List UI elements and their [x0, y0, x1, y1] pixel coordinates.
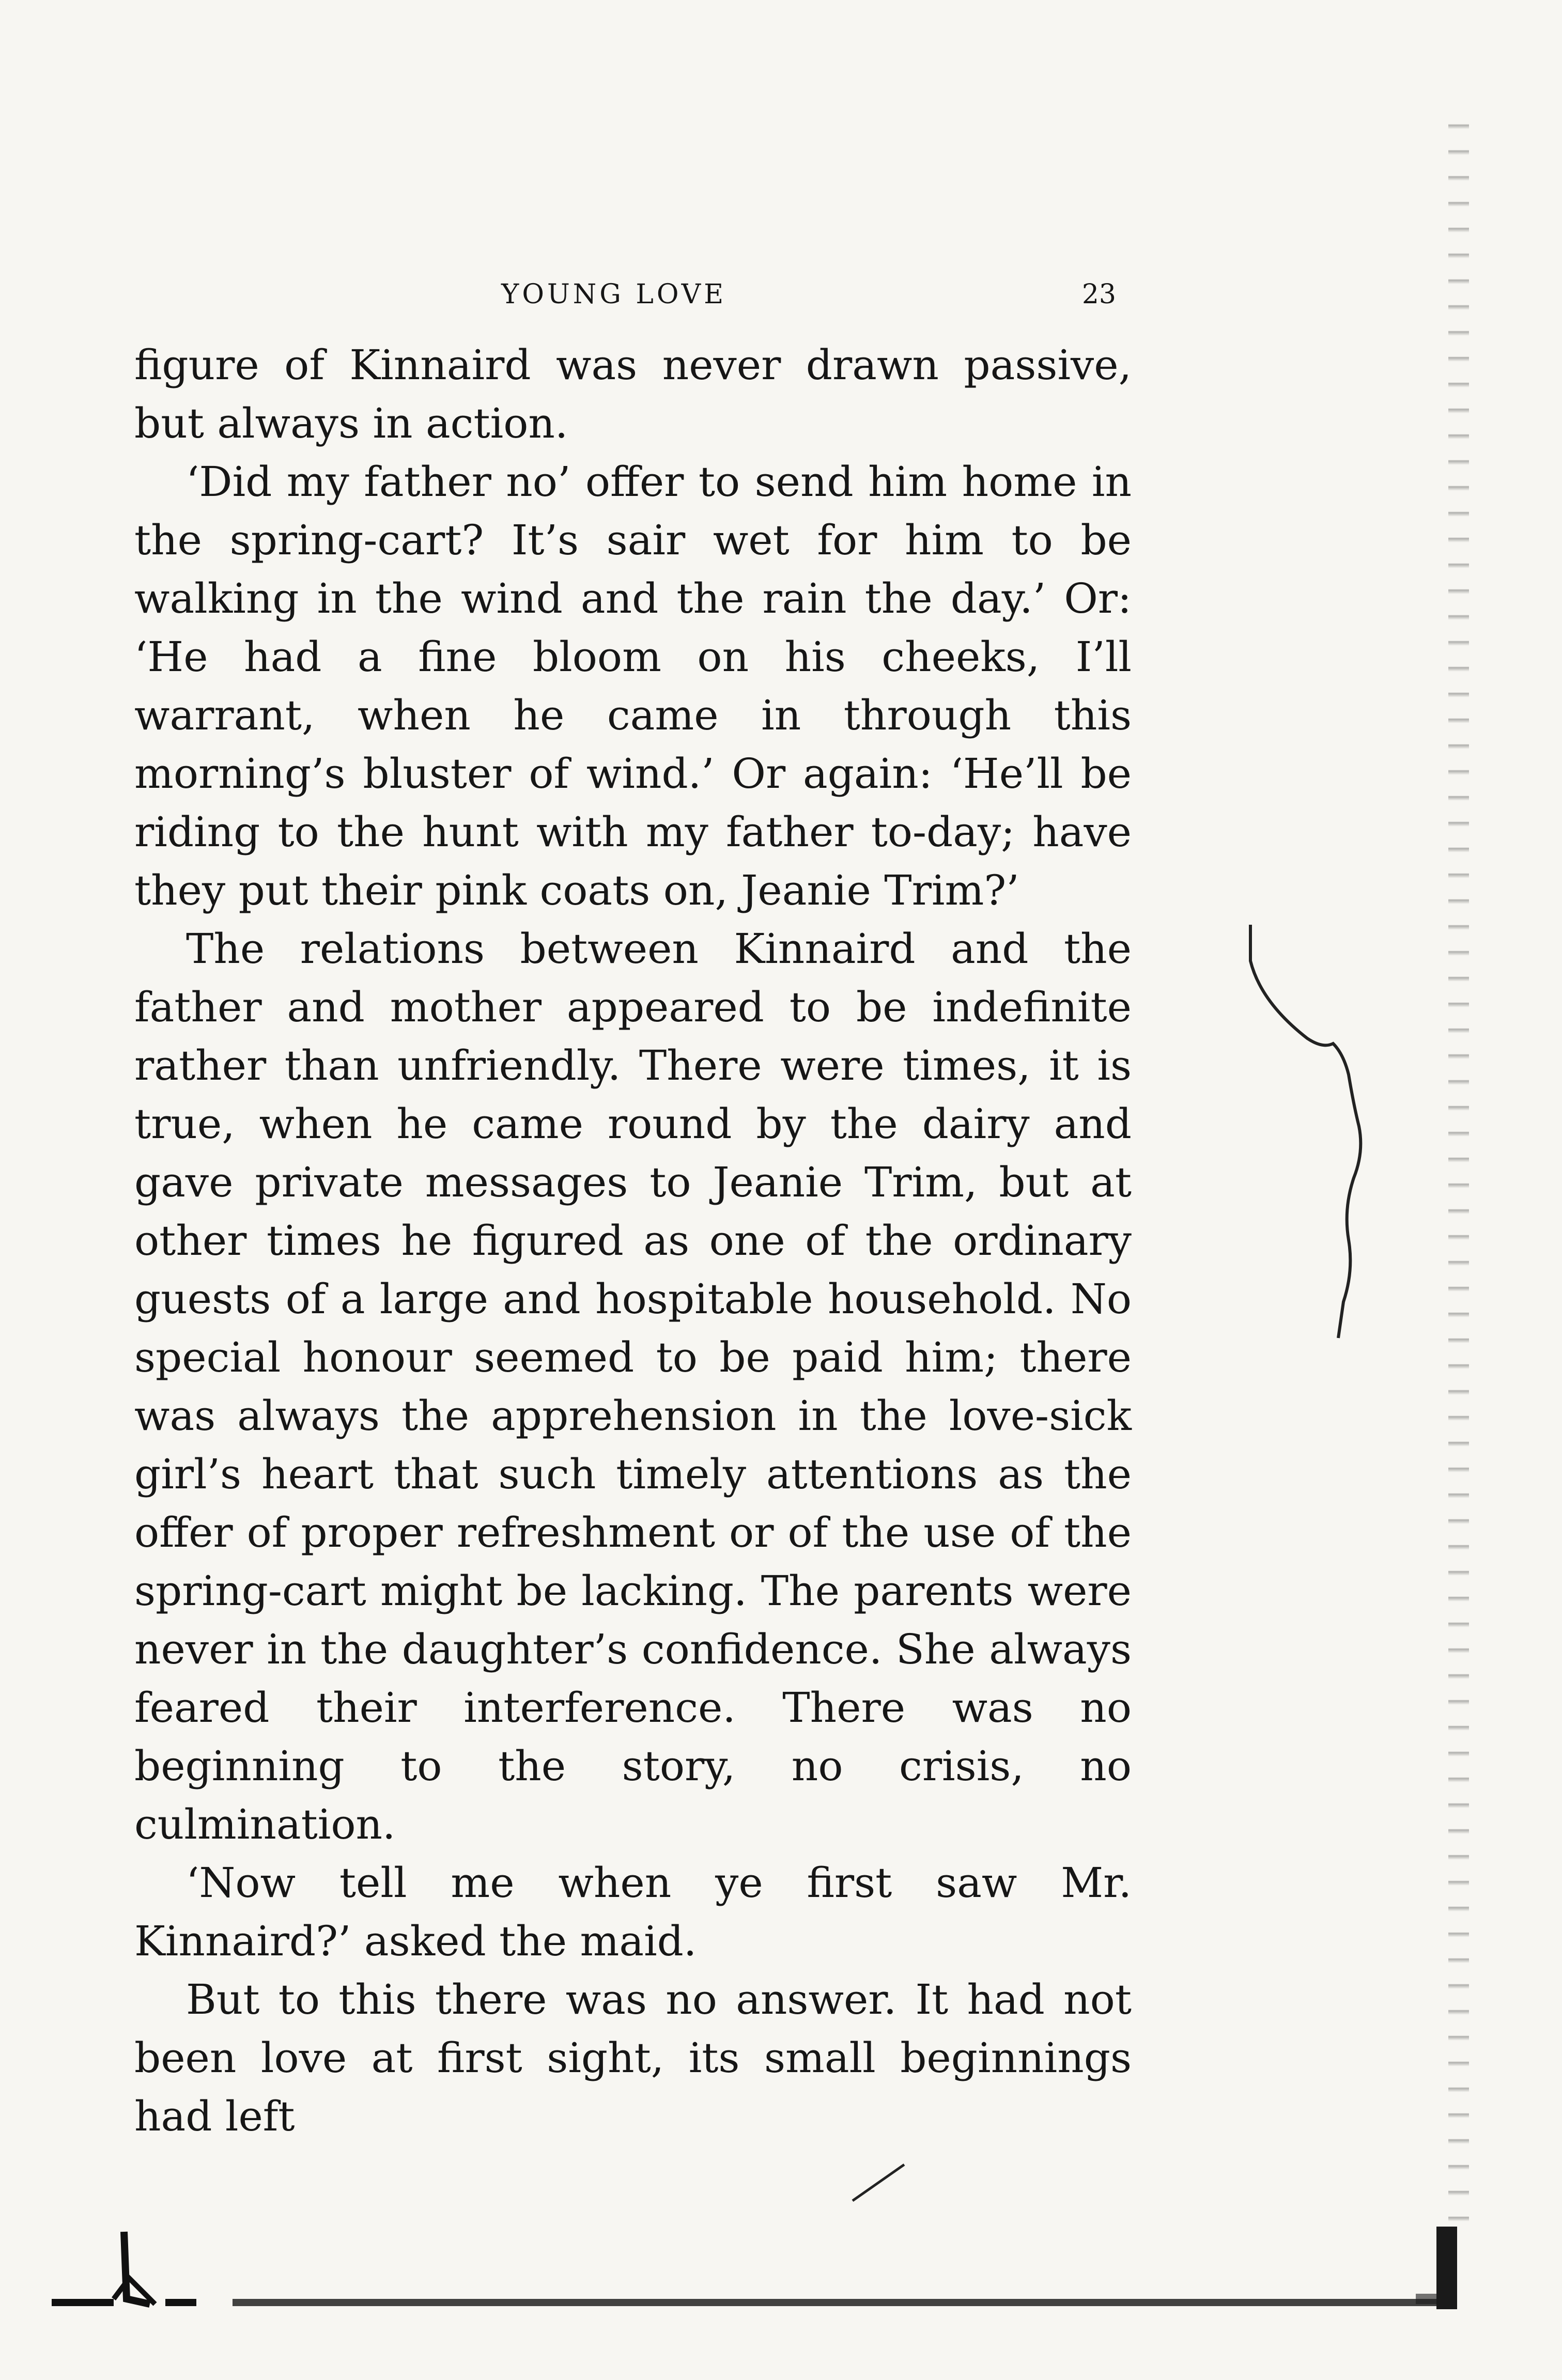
running-header: [134, 279, 1116, 320]
paragraph-4: ‘Now tell me when ye first saw Mr. Kinnaird?’ asked the maid.: [134, 1859, 1132, 1965]
running-title: YOUNG LOVE: [501, 279, 727, 310]
margin-squiggle: [1230, 920, 1395, 1343]
bottom-left-scan-mark: [52, 2221, 207, 2309]
scan-mark: [847, 2159, 909, 2206]
paragraph-5: But to this there was no answer. It had not been love at first sight, its small beginnings had left: [134, 1975, 1132, 2140]
paragraph-3: The relations between Kinnaird and the father and mother appeared to be indefinite rather than unfriendly. There were times, it is true, when he came round by the dairy and gave private messages to Jeanie Trim, but at other times he figured as one of the ordinary guests of a large and hospitable household. No special honour seemed to be paid him; there was always the apprehension in the love-sick girl’s heart that such timely attentions as the offer of proper refreshment or of the use of the spring-cart might be lacking. The parents were never in the daughter’s confidence. She always feared their interference. There was no beginning to the story, no crisis, no culmination.: [134, 925, 1132, 1848]
page-number: 23: [1081, 279, 1116, 310]
body-text: [134, 336, 1132, 2145]
paragraph-1: figure of Kinnaird was never drawn passive, but always in action.: [134, 341, 1132, 447]
paragraph-2: ‘Did my father no’ offer to send him home in the spring-cart? It’s sair wet for him to be walking in the wind and the rain the day.’ Or: ‘He had a fine bloom on his cheeks, I’ll warrant, when he came in through this morning’s bluster of wind.’ Or again: ‘He’ll be riding to the hunt with my father to-day; have they put their pink coats on, Jeanie Trim?’: [134, 458, 1132, 914]
scan-edge-noise: [1448, 103, 1469, 2221]
bottom-right-scan-mark: [1405, 2221, 1467, 2314]
bottom-scan-rule: [233, 2299, 1447, 2306]
